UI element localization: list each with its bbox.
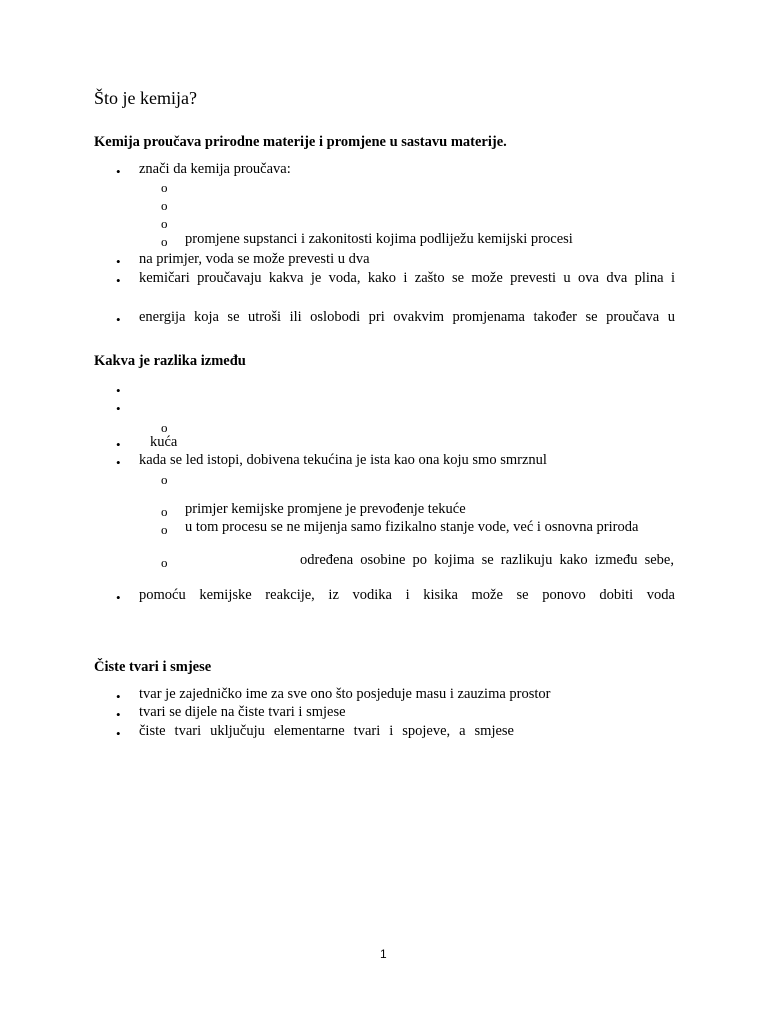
sub-bullet-marker: o [161,180,168,195]
sub-list-item: promjene supstanci i zakonitosti kojima podliježu kemijski procesi [185,231,573,247]
bullet-marker: • [116,437,121,452]
list-item: kemičari proučavaju kakva je voda, kako i zašto se može prevesti u ova dva plina i [139,270,675,286]
sub-bullet-marker: o [161,198,168,213]
sub-bullet-marker: o [161,555,168,570]
sub-list-item: određena osobine po kojima se razlikuju kako između sebe, [300,552,674,568]
list-item: čiste tvari uključuju elementarne tvari i spojeve, a smjese [139,723,514,739]
sub-bullet-marker: o [161,216,168,231]
bullet-marker: • [116,164,121,179]
section-heading: Kakva je razlika između [94,353,246,369]
page-number: 1 [380,947,387,961]
list-item: na primjer, voda se može prevesti u dva [139,251,370,267]
sub-bullet-marker: o [161,522,168,537]
sub-list-item: primjer kemijske promjene je prevođenje tekuće [185,501,466,517]
section-heading: Čiste tvari i smjese [94,659,212,675]
bullet-marker: • [116,707,121,722]
page-title: Što je kemija? [94,88,197,108]
list-item: tvari se dijele na čiste tvari i smjese [139,704,346,720]
list-item: znači da kemija proučava: [139,161,291,177]
bullet-marker: • [116,455,121,470]
list-item: kuća [150,434,178,450]
list-item: pomoću kemijske reakcije, iz vodika i kisika može se ponovo dobiti voda [139,587,675,603]
sub-bullet-marker: o [161,472,168,487]
bullet-marker: • [116,383,121,398]
bullet-marker: • [116,273,121,288]
list-item: tvar je zajedničko ime za sve ono što posjeduje masu i zauzima prostor [139,686,551,702]
sub-list-item: u tom procesu se ne mijenja samo fizikalno stanje vode, već i osnovna priroda [185,519,639,535]
list-item: energija koja se utroši ili oslobodi pri ovakvim promjenama također se proučava u [139,309,675,325]
sub-bullet-marker: o [161,420,168,435]
bullet-marker: • [116,312,121,327]
bullet-marker: • [116,254,121,269]
sub-bullet-marker: o [161,504,168,519]
bullet-marker: • [116,689,121,704]
sub-bullet-marker: o [161,234,168,249]
bullet-marker: • [116,401,121,416]
bullet-marker: • [116,590,121,605]
bullet-marker: • [116,726,121,741]
list-item: kada se led istopi, dobivena tekućina je ista kao ona koju smo smrznul [139,452,547,468]
intro-statement: Kemija proučava prirodne materije i promjene u sastavu materije. [94,134,507,150]
